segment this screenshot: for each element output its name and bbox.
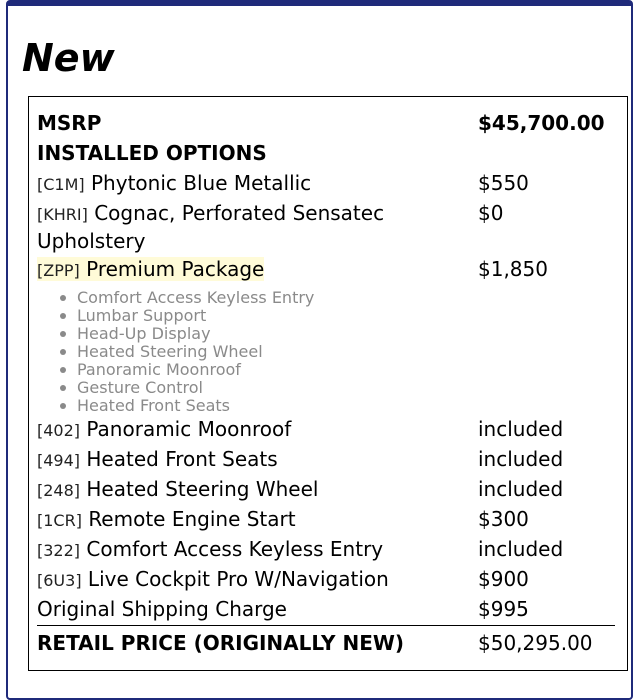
option-code: [402] xyxy=(37,421,81,440)
option-price: $0 xyxy=(478,201,504,225)
msrp-value: $45,700.00 xyxy=(478,111,605,135)
package-feature-list xyxy=(58,289,314,415)
package-feature: Gesture Control xyxy=(58,379,314,397)
package-feature: Lumbar Support xyxy=(58,307,314,325)
retail-price-value: $50,295.00 xyxy=(478,631,593,655)
package-feature: Panoramic Moonroof xyxy=(58,361,314,379)
option-name: Live Cockpit Pro W/Navigation xyxy=(87,567,389,591)
page-title: New xyxy=(22,36,115,80)
option-price: $550 xyxy=(478,171,529,195)
option-name: Phytonic Blue Metallic xyxy=(91,171,312,195)
option-code: [322] xyxy=(37,541,81,560)
option-price: included xyxy=(478,477,564,501)
option-code: [1CR] xyxy=(37,511,82,530)
shipping-value: $995 xyxy=(478,597,529,621)
option-price: $1,850 xyxy=(478,257,548,281)
installed-options-label: INSTALLED OPTIONS xyxy=(37,141,267,165)
option-name: Heated Front Seats xyxy=(86,447,278,471)
option-price: included xyxy=(478,537,564,561)
option-code: [248] xyxy=(37,481,81,500)
option-name: Comfort Access Keyless Entry xyxy=(86,537,384,561)
package-feature: Heated Front Seats xyxy=(58,397,314,415)
retail-price-label: RETAIL PRICE (ORIGINALLY NEW) xyxy=(37,631,405,655)
option-name: Premium Package xyxy=(86,257,265,281)
package-feature: Comfort Access Keyless Entry xyxy=(58,289,314,307)
option-code: [ZPP] xyxy=(37,261,80,280)
option-price: included xyxy=(478,417,564,441)
shipping-label: Original Shipping Charge xyxy=(37,597,287,621)
package-feature: Head-Up Display xyxy=(58,325,314,343)
option-price: included xyxy=(478,447,564,471)
option-name: Panoramic Moonroof xyxy=(86,417,292,441)
option-name: Cognac, Perforated Sensatec Upholstery xyxy=(37,201,385,253)
option-code: [KHRI] xyxy=(37,205,88,224)
option-code: [6U3] xyxy=(37,571,82,590)
option-price: $900 xyxy=(478,567,529,591)
option-code: [C1M] xyxy=(37,175,85,194)
option-name: Remote Engine Start xyxy=(88,507,296,531)
option-price: $300 xyxy=(478,507,529,531)
total-divider xyxy=(37,625,615,626)
option-name: Heated Steering Wheel xyxy=(86,477,319,501)
option-code: [494] xyxy=(37,451,81,470)
package-feature: Heated Steering Wheel xyxy=(58,343,314,361)
msrp-label: MSRP xyxy=(37,111,102,135)
